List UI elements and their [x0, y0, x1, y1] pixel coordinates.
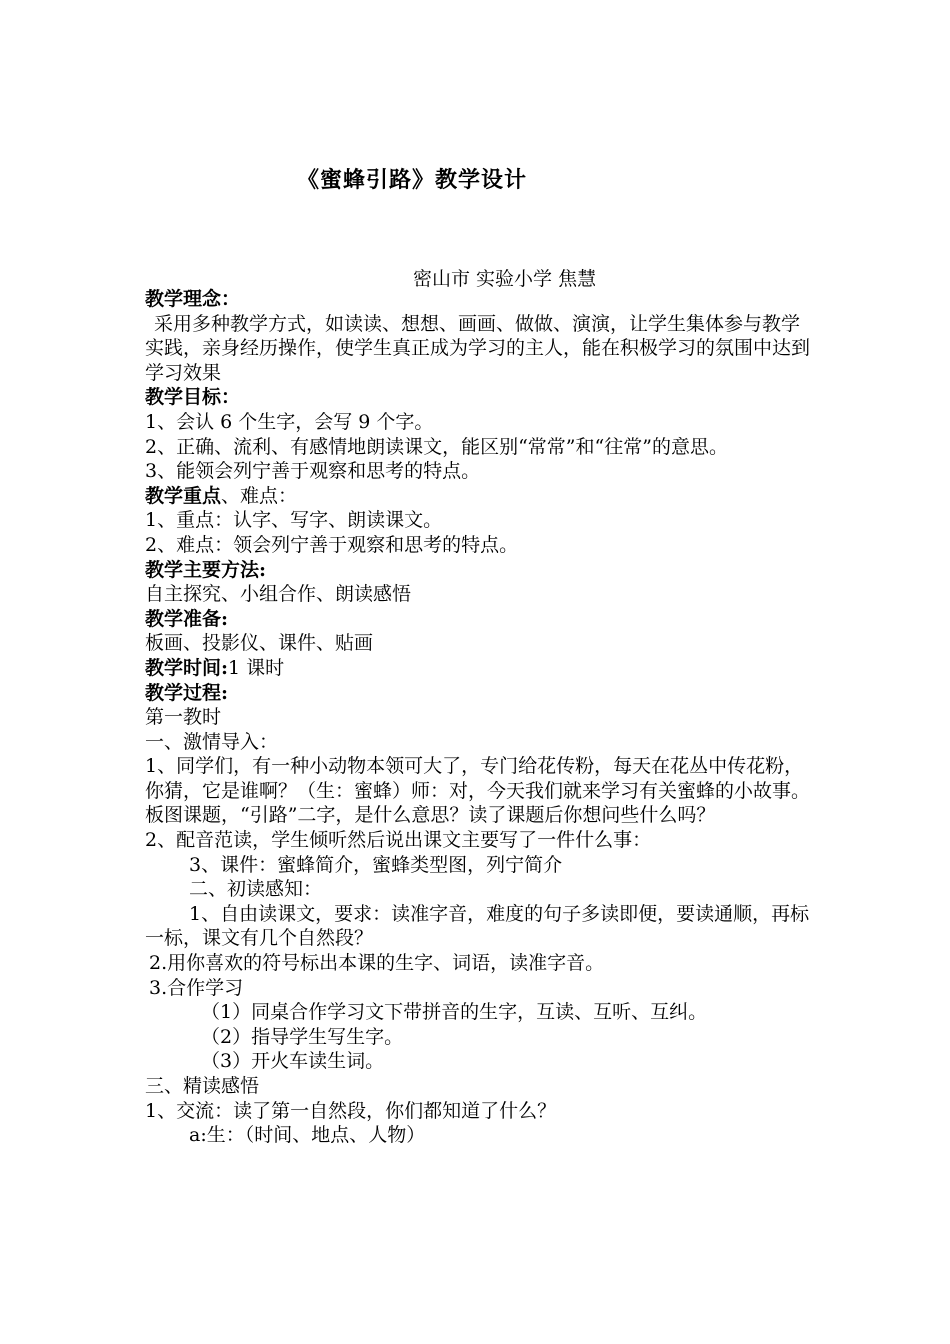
section-item: 2.用你喜欢的符号标出本课的生字、词语，读准字音。	[149, 952, 605, 975]
methods-text: 自主探究、小组合作、朗读感悟	[145, 583, 412, 606]
section-title: 三、精读感悟	[145, 1075, 260, 1097]
prep-text: 板画、投影仪、课件、贴画	[145, 632, 374, 655]
lesson-label: 第一教时	[145, 706, 222, 729]
key-points-heading	[145, 484, 815, 509]
concept-heading: 教学理念：	[145, 288, 241, 310]
sub-item: （3）开火车读生词。	[201, 1050, 385, 1073]
section-title: 一、激情导入：	[145, 730, 279, 753]
concept-text: 采用多种教学方式，如读读、想想、画画、做做、演演，让学生集体参与教学实践，亲身经历操作，使学生真正成为学习的主人，能在积极学习的氛围中达到学习效果	[145, 312, 811, 384]
goal-item: 3、能领会列宁善于观察和思考的特点。	[145, 460, 481, 483]
goals-heading: 教学目标：	[145, 386, 241, 409]
section-item: 1、同学们，有一种小动物本领可大了，专门给花传粉，每天在花丛中传花粉，你猜，它是谁啊？（生：蜜蜂）师：对，今天我们就来学习有关蜜蜂的小故事。板图课题，“引路”二字，是什么意思？读了课题后你想问些什么吗？	[145, 755, 811, 827]
goal-item: 1、会认 6 个生字，会写 9 个字。	[145, 410, 434, 433]
section-item: 2、配音范读，学生倾听然后说出课文主要写了一件什么事：	[145, 829, 652, 852]
section-item: 3.合作学习	[149, 976, 244, 999]
document-title: 《蜜蜂引路》教学设计	[297, 167, 528, 193]
methods-heading: 教学主要方法:	[145, 558, 267, 581]
author-line: 密山市 实验小学 焦慧	[413, 268, 597, 290]
time-line	[145, 656, 815, 681]
time-heading: 教学时间:	[145, 656, 229, 679]
document-body	[145, 287, 815, 1148]
time-text: 1 课时	[228, 656, 285, 679]
section-item: 3、课件：蜜蜂简介，蜜蜂类型图，列宁简介	[189, 853, 563, 876]
sub-item: （2）指导学生写生字。	[201, 1025, 404, 1048]
key-points-heading-bold: 教学重点	[145, 484, 222, 507]
key-points-heading-rest: 、难点：	[221, 484, 298, 507]
section-title: 二、初读感知：	[189, 878, 323, 901]
key-point-item: 2、难点：领会列宁善于观察和思考的特点。	[145, 533, 519, 556]
prep-heading: 教学准备:	[145, 607, 229, 630]
section-item: 1、自由读课文，要求：读准字音，难度的句子多读即便，要读通顺，再标一标，课文有几个自然段？	[145, 902, 810, 950]
goal-item: 2、正确、流利、有感情地朗读课文，能区别“常常”和“往常”的意思。	[145, 435, 728, 458]
sub-item: a:生：（时间、地点、人物）	[189, 1124, 426, 1147]
sub-item: （1）同桌合作学习文下带拼音的生字，互读、互听、互纠。	[201, 1001, 708, 1024]
process-heading: 教学过程:	[145, 681, 229, 704]
section-item: 1、交流：读了第一自然段，你们都知道了什么？	[145, 1099, 557, 1122]
key-point-item: 1、重点：认字、写字、朗读课文。	[145, 509, 443, 532]
